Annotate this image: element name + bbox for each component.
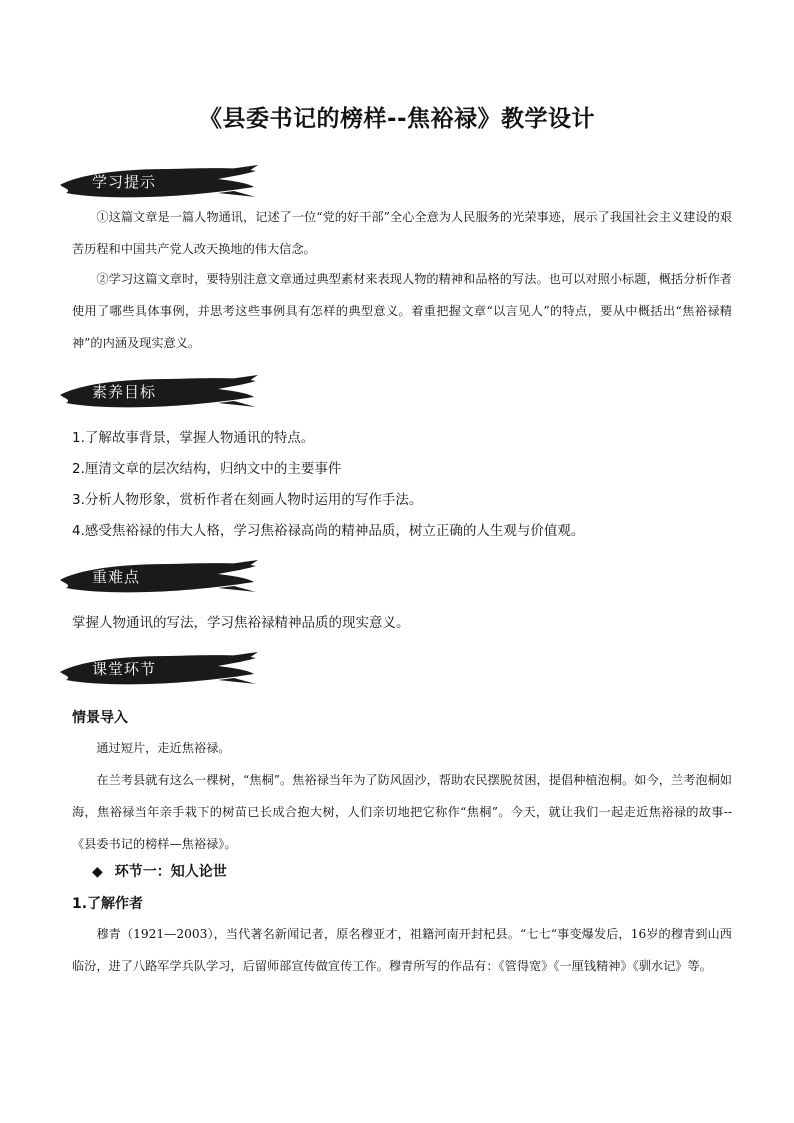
- diamond-bullet-icon: ◆: [92, 864, 103, 880]
- section-heading-goals: 素养目标: [92, 383, 157, 401]
- brush-stroke-icon: [58, 163, 258, 201]
- step-one-label: 环节一：知人论世: [114, 864, 227, 880]
- intro-heading: 情景导入: [72, 710, 128, 726]
- key-points-text: 掌握人物通讯的写法，学习焦裕禄精神品质的现实意义。: [72, 615, 410, 631]
- section-heading-class: 课堂环节: [92, 660, 157, 678]
- goal-item: 4.感受焦裕禄的伟大人格，学习焦裕禄高尚的精神品质，树立正确的人生观与价值观。: [72, 523, 585, 539]
- intro-line: 通过短片，走近焦裕禄。: [96, 741, 231, 755]
- section-banner-tips: [58, 163, 258, 201]
- document-title: 《县委书记的榜样--焦裕禄》教学设计: [198, 106, 596, 132]
- goal-item: 2.厘清文章的层次结构，归纳文中的主要事件: [72, 461, 342, 477]
- section-heading-tips: 学习提示: [92, 173, 157, 191]
- section-banner-goals: [58, 373, 258, 411]
- section-heading-key: 重难点: [92, 568, 141, 586]
- section-banner-class: [58, 650, 258, 688]
- brush-stroke-icon: [58, 650, 258, 688]
- goal-item: 1.了解故事背景，掌握人物通讯的特点。: [72, 430, 315, 446]
- brush-stroke-icon: [58, 558, 258, 596]
- brush-stroke-icon: [58, 373, 258, 411]
- intro-paragraph: 在兰考县就有这么一棵树，“焦桐”。焦裕禄当年为了防风固沙，帮助农民摆脱贫困，提倡种植泡桐。如今，兰考泡桐如海，焦裕禄当年亲手栽下的树苗已长成合抱大树，人们亲切地把它称作“焦桐”。今天，就让我们一起走近焦裕禄的故事--《县委书记的榜样—焦裕禄》。: [72, 773, 732, 851]
- section-banner-key: [58, 558, 258, 596]
- tips-paragraph-1: ①这篇文章是一篇人物通讯，记述了一位“党的好干部”全心全意为人民服务的光荣事迹，展示了我国社会主义建设的艰苦历程和中国共产党人改天换地的伟大信念。: [72, 210, 732, 256]
- goal-item: 3.分析人物形象，赏析作者在刻画人物时运用的写作手法。: [72, 492, 423, 508]
- author-heading: 1.了解作者: [72, 896, 144, 912]
- tips-paragraph-2: ②学习这篇文章时，要特别注意文章通过典型素材来表现人物的精神和品格的写法。也可以对照小标题，概括分析作者使用了哪些具体事例，并思考这些事例具有怎样的典型意义。着重把握文章“以言见人”的特点，要从中概括出“焦裕禄精神”的内涵及现实意义。: [72, 272, 732, 350]
- step-one-heading: [92, 861, 227, 881]
- author-paragraph: 穆青（1921—2003），当代著名新闻记者，原名穆亚才，祖籍河南开封杞县。“七七“事变爆发后，16岁的穆青到山西临汾，进了八路军学兵队学习，后留师部宣传做宣传工作。穆青所写的作品有：《管得宽》《一厘钱精神》《驯水记》等。: [72, 927, 732, 973]
